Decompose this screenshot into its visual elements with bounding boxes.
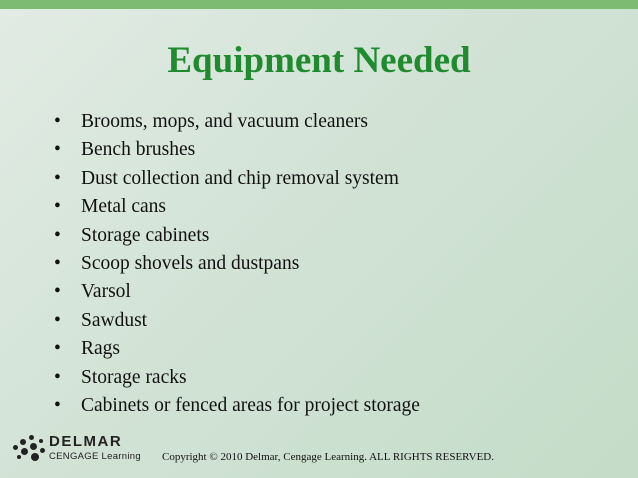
list-item	[54, 392, 420, 420]
list-item-text: Metal cans	[81, 196, 167, 218]
list-item	[54, 222, 420, 250]
copyright-notice: Copyright © 2010 Delmar, Cengage Learning. ALL RIGHTS RESERVED.	[162, 451, 494, 463]
list-item	[54, 165, 420, 193]
list-item-text: Varsol	[81, 281, 131, 303]
bullet-icon: •	[54, 139, 61, 161]
bullet-icon: •	[54, 309, 61, 331]
delmar-cengage-logo	[13, 433, 163, 467]
list-item	[54, 307, 420, 335]
bullet-icon: •	[54, 253, 61, 275]
list-item	[54, 250, 420, 278]
bullet-list	[54, 108, 420, 420]
list-item	[54, 136, 420, 164]
bullet-icon: •	[54, 281, 61, 303]
list-item-text: Sawdust	[81, 309, 148, 331]
bullet-icon: •	[54, 224, 61, 246]
list-item	[54, 364, 420, 392]
logo-cengage-text: CENGAGE Learning	[49, 451, 141, 462]
list-item	[54, 335, 420, 363]
list-item-text: Scoop shovels and dustpans	[81, 253, 300, 275]
bullet-icon: •	[54, 167, 61, 189]
list-item-text: Storage cabinets	[81, 224, 210, 246]
logo-delmar-text: DELMAR	[49, 433, 123, 450]
dots-logo-icon	[13, 435, 45, 465]
list-item-text: Rags	[81, 338, 120, 360]
bullet-icon: •	[54, 395, 61, 417]
slide-title: Equipment Needed	[167, 40, 471, 81]
list-item-text: Storage racks	[81, 366, 187, 388]
list-item	[54, 278, 420, 306]
list-item	[54, 108, 420, 136]
list-item-text: Dust collection and chip removal system	[81, 167, 399, 189]
list-item	[54, 193, 420, 221]
bullet-icon: •	[54, 338, 61, 360]
list-item-text: Cabinets or fenced areas for project storage	[81, 395, 420, 417]
top-accent-bar	[0, 0, 638, 9]
bullet-icon: •	[54, 111, 61, 132]
bullet-icon: •	[54, 366, 61, 388]
list-item-text: Brooms, mops, and vacuum cleaners	[81, 111, 369, 132]
bullet-icon: •	[54, 196, 61, 218]
list-item-text: Bench brushes	[81, 139, 196, 161]
